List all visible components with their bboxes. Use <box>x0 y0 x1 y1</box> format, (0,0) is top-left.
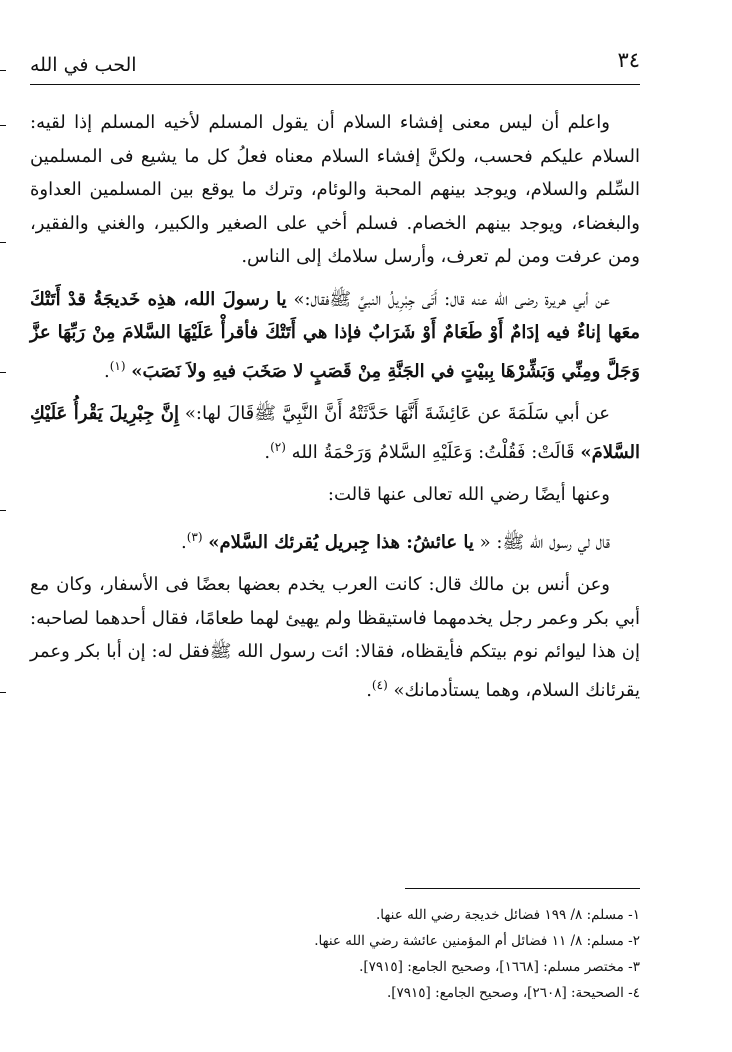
paragraph-text: وعنها أيضًا رضي الله تعالى عنها قالت: <box>327 484 610 505</box>
margin-mark <box>0 510 6 511</box>
margin-mark <box>0 372 6 373</box>
paragraph-text: واعلم أن ليس معنى إفشاء السلام أن يقول المسلم لأخيه المسلم إذا لقيه: السلام عليكم فحسب، ولكنَّ إفشاء السلام معناه فعلُ كل ما يشيع فى المسلمين السِّلم والسلام، ويوجد بينهم المحبة والوئام، وترك ما يوقع بين المسلمين العداوة والبغضاء، ويوجد بينهم الخصام. فسلم أخي على الصغير والكبير، والغني والفقير، ومن عرفت ومن لم تعرف، وأرسل سلامك إلى الناس. <box>30 112 640 267</box>
footnote-ref: (٤) <box>371 677 388 692</box>
footnotes <box>30 902 640 1006</box>
paragraph-text: وعن أنس بن مالك قال: كانت العرب يخدم بعضها بعضًا فى الأسفار، وكان مع أبي بكر وعمر رجل يخدمهما فاستيقظا ولم يهيئ لهما طعامًا، فقال أحدهما لصاحبه: إن هذا ليوائم نوم بيتكم فأيقظاه، فقالا: ائت رسول الله ﷺفقل له: إن أبا بكر وعمر يقرئانك السلام، وهما يستأدمانك» <box>30 574 640 701</box>
margin-mark <box>0 70 6 71</box>
footnote-2: ٢- مسلم: ٨/ ١١ فضائل أم المؤمنين عائشة رضي الله عنها. <box>314 933 640 949</box>
hadith-text: يا عائشُ: هذا جِبريل يُقرئك السَّلام» <box>208 531 474 553</box>
punctuation: . <box>104 360 110 382</box>
hadith-intro: قال لي رسول الله ﷺ: « <box>479 531 610 553</box>
footnote-1: ١- مسلم: ٨/ ١٩٩ فضائل خديجة رضي الله عنها. <box>376 907 640 923</box>
paragraph-hadith-jibril-greets <box>30 521 640 560</box>
page-number: ٣٤ <box>617 48 640 72</box>
margin-mark <box>0 242 6 243</box>
hadith-text: يا رسولَ الله، هذِه خَديجَةُ قدْ أَتَتْكَ معَها إناءٌ فيه إدَامٌ أَوْ طَعَامٌ أَوْ شَرَابٌ فإذا هي أَتَتْكَ فأقرأْ عَلَيْهَا السَّلامَ مِنْ رَبِّهَا عزَّ وَجَلَّ ومِنِّي وَبَشِّرْهَا بِبيْتٍ في الجَنَّةِ مِنْ قَصَبٍ لا صَخَبَ فيهِ ولاَ نَصَبَ» <box>30 288 640 382</box>
margin-mark <box>0 692 6 693</box>
punctuation: . <box>366 679 372 701</box>
hadith-text: إِنَّ جِبْرِيلَ يَقْرأُ عَلَيْكِ السَّلامَ» <box>30 403 640 463</box>
margin-mark <box>0 125 6 126</box>
paragraph-anas-hadith <box>30 568 640 707</box>
paragraph-greeting-meaning <box>30 106 640 274</box>
paragraph-hadith-aisha <box>30 397 640 469</box>
footnote-ref: (٢) <box>270 439 286 454</box>
punctuation: . <box>180 531 187 553</box>
footnote-4: ٤- الصحيحة: [٢٦٠٨]، وصحيح الجامع: [٧٩١٥]. <box>386 985 640 1001</box>
footnote-3: ٣- مختصر مسلم: [١٦٦٨]، وصحيح الجامع: [٧٩١٥]. <box>359 959 640 975</box>
hadith-response: قَالَتْ: فَقُلْتُ: وَعَلَيْهِ السَّلامُ وَرَحْمَةُ الله <box>291 441 575 463</box>
footnote-ref: (١) <box>109 358 126 373</box>
body-text <box>30 106 640 716</box>
footnote-separator <box>405 888 640 889</box>
punctuation: . <box>264 441 271 463</box>
hadith-intro: عن أبي هريرة رضى الله عنه قال: أَتَى جِبْرِيلُ النبيَّ ﷺفقال:» <box>293 288 610 310</box>
footnote-ref: (٣) <box>186 529 203 544</box>
hadith-intro: عن أبي سَلَمَةَ عن عَائِشَةَ أَنَّهَا حَدَّثَتْهُ أَنَّ النَّبِيَّ ﷺقَالَ لها:» <box>184 403 610 424</box>
paragraph-aisha-also <box>30 478 640 512</box>
header-rule <box>30 84 640 85</box>
running-header-title: الحب في الله <box>30 54 137 76</box>
paragraph-hadith-khadija <box>30 283 640 389</box>
